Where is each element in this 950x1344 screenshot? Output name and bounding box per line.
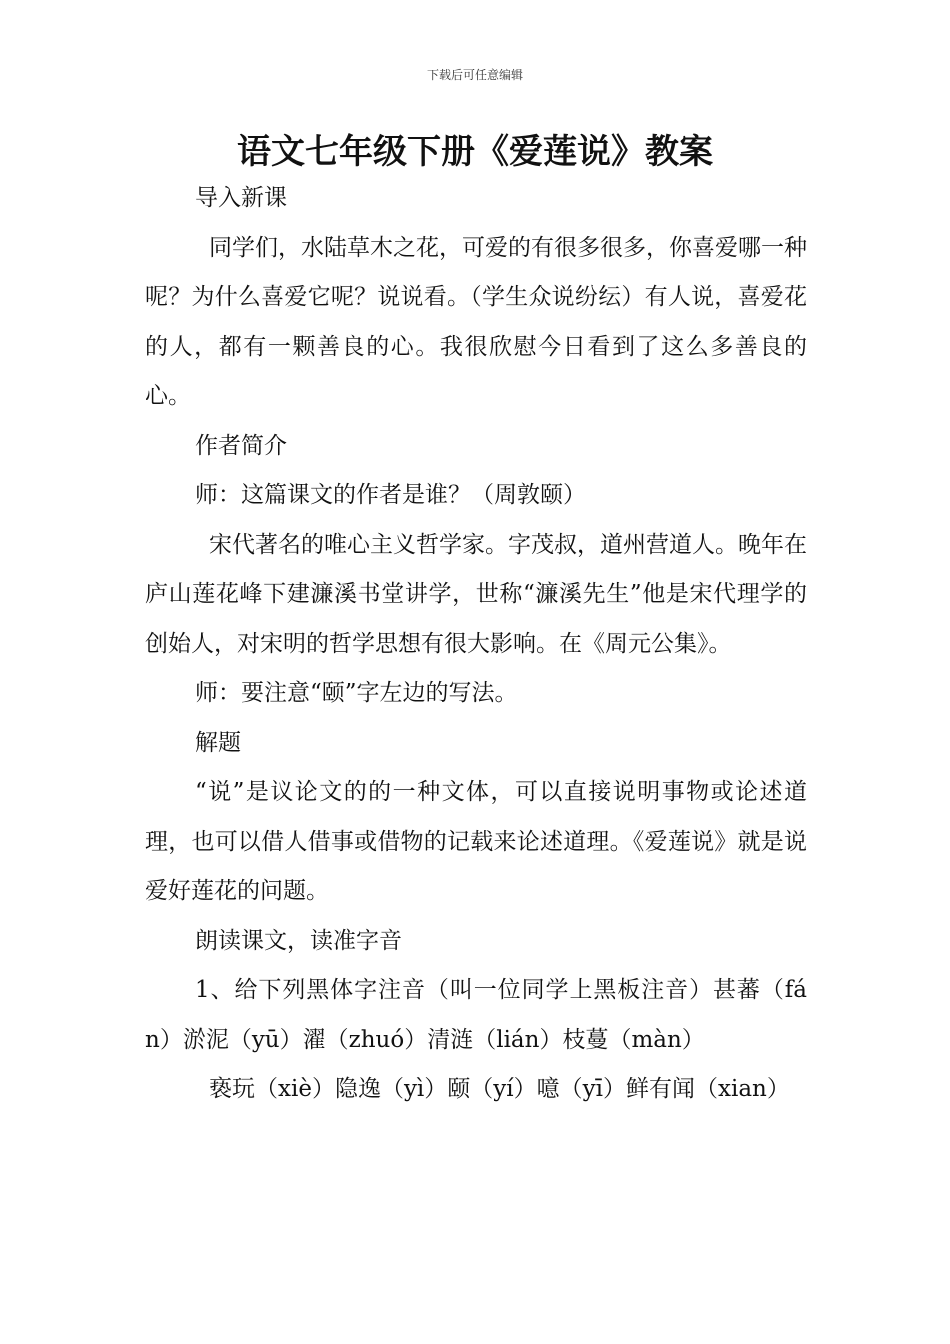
header-note: 下载后可任意编辑 [426, 68, 523, 82]
paragraph-author-bio: 宋代著名的唯心主义哲学家。字茂叔，道州营道人。晚年在庐山莲花峰下建濂溪书堂讲学，世称“濂溪先生”他是宋代理学的创始人，对宋明的哲学思想有很大影响。在《周元公集》。 [145, 531, 807, 657]
section-heading-intro: 导入新课 [195, 185, 287, 211]
paragraph-teacher-question: 师：这篇课文的作者是谁？（周敦颐） [195, 482, 586, 508]
section-heading-author: 作者简介 [195, 432, 287, 459]
document-title: 语文七年级下册《爱莲说》教案 [237, 132, 713, 172]
paragraph-intro: 同学们，水陆草木之花，可爱的有很多很多，你喜爱哪一种呢？为什么喜爱它呢？说说看。（学生众说纷纭）有人说，喜爱花的人，都有一颗善良的心。我很欣慰今日看到了这么多善良的心。 [145, 234, 807, 409]
section-heading-title-explain: 解题 [195, 729, 241, 756]
paragraph-pronunciation-1: 1、给下列黑体字注音（叫一位同学上黑板注音）甚蕃（fán）淤泥（yū）濯（zhuó）清涟（lián）枝蔓（màn） [145, 977, 807, 1053]
paragraph-pronunciation-2: 亵玩（xiè）隐逸（yì）颐（yí）噫（yī）鲜有闻（xian） [209, 1076, 790, 1102]
paragraph-teacher-note: 师：要注意“颐”字左边的写法。 [195, 680, 518, 706]
section-heading-reading: 朗读课文，读准字音 [195, 927, 402, 954]
paragraph-title-explain: “说”是议论文的的一种文体，可以直接说明事物或论述道理，也可以借人借事或借物的记载来论述道理。《爱莲说》就是说爱好莲花的问题。 [145, 779, 807, 904]
document-body [145, 174, 807, 1115]
